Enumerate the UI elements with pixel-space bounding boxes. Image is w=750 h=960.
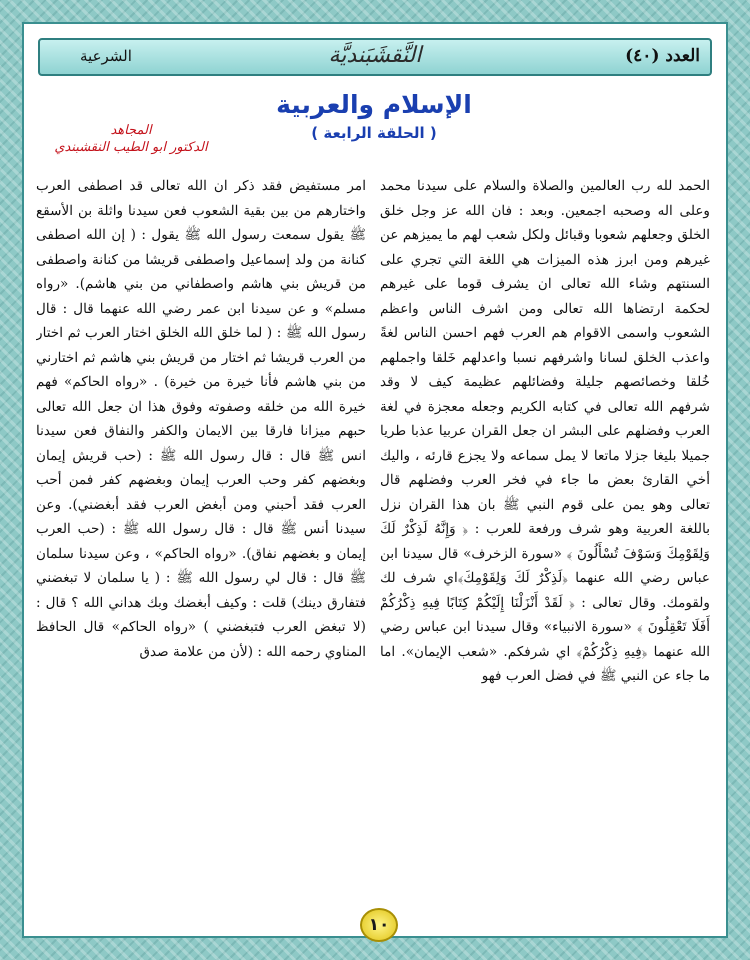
issue-number: العدد (٤٠) — [625, 46, 700, 66]
author-block — [36, 122, 226, 156]
section-name: الشرعية — [80, 47, 132, 65]
page-number-badge: ١٠ — [360, 908, 398, 942]
text-column-left — [36, 174, 366, 914]
text-column-right — [380, 174, 710, 914]
article-subtitle: ( الحلقة الرابعة ) — [311, 124, 437, 142]
header-bar — [38, 38, 712, 76]
body-text-right: الحمد لله رب العالمين والصلاة والسلام على سيدنا محمد وعلى اله وصحبه اجمعين. وبعد : فان الله عز وجل خلق الخلق وجعلهم شعوبا وقبائل ولكل شعب لهم ما يميزهم عن غيرهم ومن ابرز هذه الميزات هي اللغة التي تجري على السنتهم وشاء الله تعالى ان يشرف قوما على غيرهم لحكمة ارتضاها الله تعالى ومن اشرف الناس واعظم الشعوب واسمى الاقوام هم العرب فهم احسن الناس لغةً واعذب الخلق لسانا واشرفهم نسبا واعدلهم خَلقا واجملهم خُلقا وخصائصهم جليلة وفضائلهم عظيمة كيف لا وقد شرفهم الله تعالى في كتابه الكريم وجعله معجزة في لغة العرب وفضلهم على البشر ان جعل القران عربيا عذبا طريا جميلا بليغا جزلا ماتعا لا يمل سماعه ولا يجزع قارئه ، واليك أخي القارئ بعض ما جاء في فخر العرب وفضلهم قال تعالى وهو يمن على قوم النبي ﷺ بان هذا القران نزل باللغة العربية وهو شرف ورفعة للعرب : ﴿ وَإِنَّهُ لَذِكْرٌ لَكَ وَلِقَوْمِكَ وَسَوْفَ تُسْأَلُونَ ﴾ «سورة الزخرف» قال سيدنا ابن عباس رضي الله عنهما ﴿لَذِكْرٌ لَكَ وَلِقَوْمِكَ﴾اي شرف لك ولقومك. وقال تعالى : ﴿ لَقَدْ أَنْزَلْنَا إِلَيْكُمْ كِتَابًا فِيهِ ذِكْرُكُمْ أَفَلَا تَعْقِلُونَ ﴾ «سورة الانبياء» وقال سيدنا ابن عباس رضي الله عنهما ﴿فِيهِ ذِكْرُكُمْ﴾ اي شرفكم. «شعب الإيمان». اما ما جاء عن النبي ﷺ في فضل العرب فهو — [380, 178, 710, 684]
author-role: المجاهد — [110, 123, 152, 138]
article-title: الإسلام والعربية — [276, 90, 472, 119]
author-name: الدكتور ابو الطيب النقشبندي — [54, 140, 208, 155]
body-text-left: امر مستفيض فقد ذكر ان الله تعالى قد اصطفى العرب واختارهم من بين بقية الشعوب فعن سيدنا واثلة بن الأسقع ﷺ يقول سمعت رسول الله ﷺ يقول : ( إن الله اصطفى كنانة من ولد إسماعيل واصطفى قريشا من كنانة واصطفى من قريش بني هاشم واصطفاني من بني هاشم). «رواه مسلم» و عن سيدنا ابن عمر رضي الله عنهما قال : قال رسول الله ﷺ : ( لما خلق الله الخلق اختار العرب ثم اختار من العرب قريشا ثم اختار من قريش بني هاشم ثم اختارني من بني هاشم فأنا خيرة من خيرة) . «رواه الحاكم» فهم خيرة الله من خلقه وصفوته وفوق هذا ان جعل الله تعالى حبهم ميزانا فارقا بين الايمان والكفر والنفاق فعن سيدنا انس ﷺ قال : قال رسول الله ﷺ : (حب قريش إيمان وبغضهم كفر وحب العرب إيمان وبغضهم كفر فمن أحب العرب فقد أحبني ومن أبغض العرب فقد أبغضني). وعن سيدنا أنس ﷺ قال : قال رسول الله ﷺ : (حب العرب إيمان و بغضهم نفاق). «رواه الحاكم» ، وعن سيدنا سلمان ﷺ قال : قال لي رسول الله ﷺ : ( يا سلمان لا تبغضني فتفارق دينك) قلت : وكيف أبغضك وبك هداني الله ؟ قال : (لا تبغض العرب فتبغضني ) «رواه الحاكم» قال الحافظ المناوي رحمه الله : (لأن من علامة صدق — [36, 178, 366, 660]
page-content-area — [22, 22, 728, 938]
magazine-logo-text: النَّقشَبَنديَّة — [328, 43, 422, 68]
